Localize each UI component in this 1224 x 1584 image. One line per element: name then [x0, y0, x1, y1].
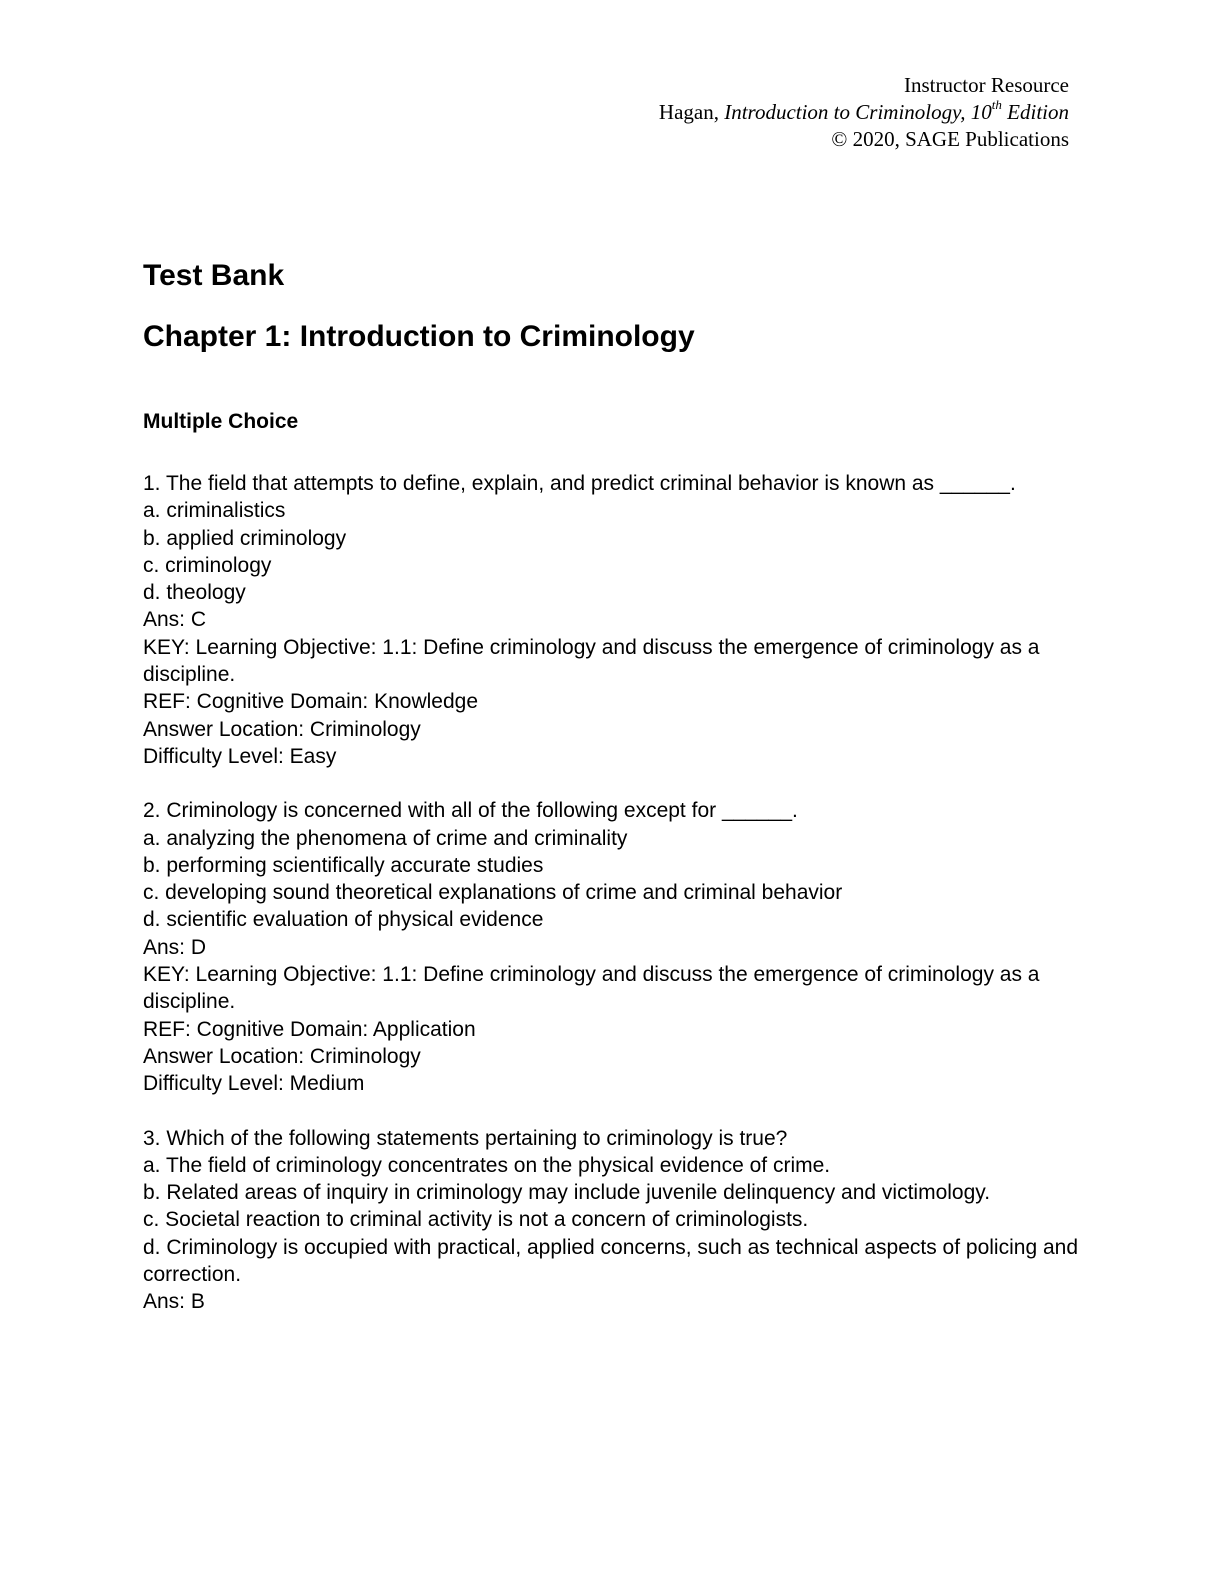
chapter-heading: Chapter 1: Introduction to Criminology — [143, 320, 695, 353]
section-heading: Multiple Choice — [143, 410, 299, 433]
header-resource-line: Instructor Resource — [903, 73, 1069, 97]
answer-option: b. performing scientifically accurate studies — [143, 853, 544, 877]
header-copyright: © 2020, SAGE Publications — [831, 127, 1069, 151]
answer-option: c. criminology — [143, 553, 272, 577]
answer-option: c. Societal reaction to criminal activity is not a concern of criminologists. — [143, 1208, 809, 1232]
question-item — [143, 1125, 1083, 1316]
difficulty-level: Difficulty Level: Easy — [143, 744, 337, 768]
answer-option: b. applied criminology — [143, 526, 347, 550]
learning-objective: KEY: Learning Objective: 1.1: Define criminology and discuss the emergence of criminology as a discipline. — [143, 963, 1046, 1014]
answer-location: Answer Location: Criminology — [143, 717, 421, 741]
answer-location: Answer Location: Criminology — [143, 1044, 421, 1068]
answer-option: b. Related areas of inquiry in criminology may include juvenile delinquency and victimology. — [143, 1181, 991, 1205]
header-book-title: Introduction to Criminology — [724, 100, 961, 124]
answer-option: d. theology — [143, 581, 246, 605]
question-stem: 3. Which of the following statements pertaining to criminology is true? — [143, 1126, 788, 1150]
cognitive-domain: REF: Cognitive Domain: Application — [143, 1017, 476, 1041]
header-author: Hagan, — [658, 100, 725, 124]
question-stem: 2. Criminology is concerned with all of the following except for ______. — [143, 799, 798, 823]
difficulty-level: Difficulty Level: Medium — [143, 1072, 365, 1096]
question-item — [143, 797, 1083, 1097]
question-stem: 1. The field that attempts to define, explain, and predict criminal behavior is known as ______. — [143, 472, 1016, 495]
answer-option: a. The field of criminology concentrates on the physical evidence of crime. — [143, 1153, 831, 1177]
answer-key: Ans: C — [143, 608, 207, 632]
header-edition-number: , 10 — [960, 100, 992, 124]
question-item — [143, 470, 1083, 770]
answer-option: d. Criminology is occupied with practical, applied concerns, such as technical aspects of policing and correction. — [143, 1235, 1084, 1287]
learning-objective: KEY: Learning Objective: 1.1: Define criminology and discuss the emergence of criminology as a discipline. — [143, 635, 1046, 687]
header-book-line — [659, 99, 1069, 126]
answer-option: c. developing sound theoretical explanations of crime and criminal behavior — [143, 881, 843, 905]
answer-option: d. scientific evaluation of physical evidence — [143, 908, 544, 932]
answer-key: Ans: B — [143, 1290, 205, 1314]
question-list — [143, 470, 1083, 1343]
document-title: Test Bank — [143, 259, 285, 292]
page-header — [659, 72, 1069, 153]
answer-option: a. criminalistics — [143, 499, 286, 523]
answer-key: Ans: D — [143, 935, 207, 959]
answer-option: a. analyzing the phenomena of crime and criminality — [143, 826, 628, 850]
cognitive-domain: REF: Cognitive Domain: Knowledge — [143, 690, 478, 714]
header-edition-word: Edition — [1001, 100, 1069, 124]
header-edition-superscript: th — [991, 97, 1002, 112]
